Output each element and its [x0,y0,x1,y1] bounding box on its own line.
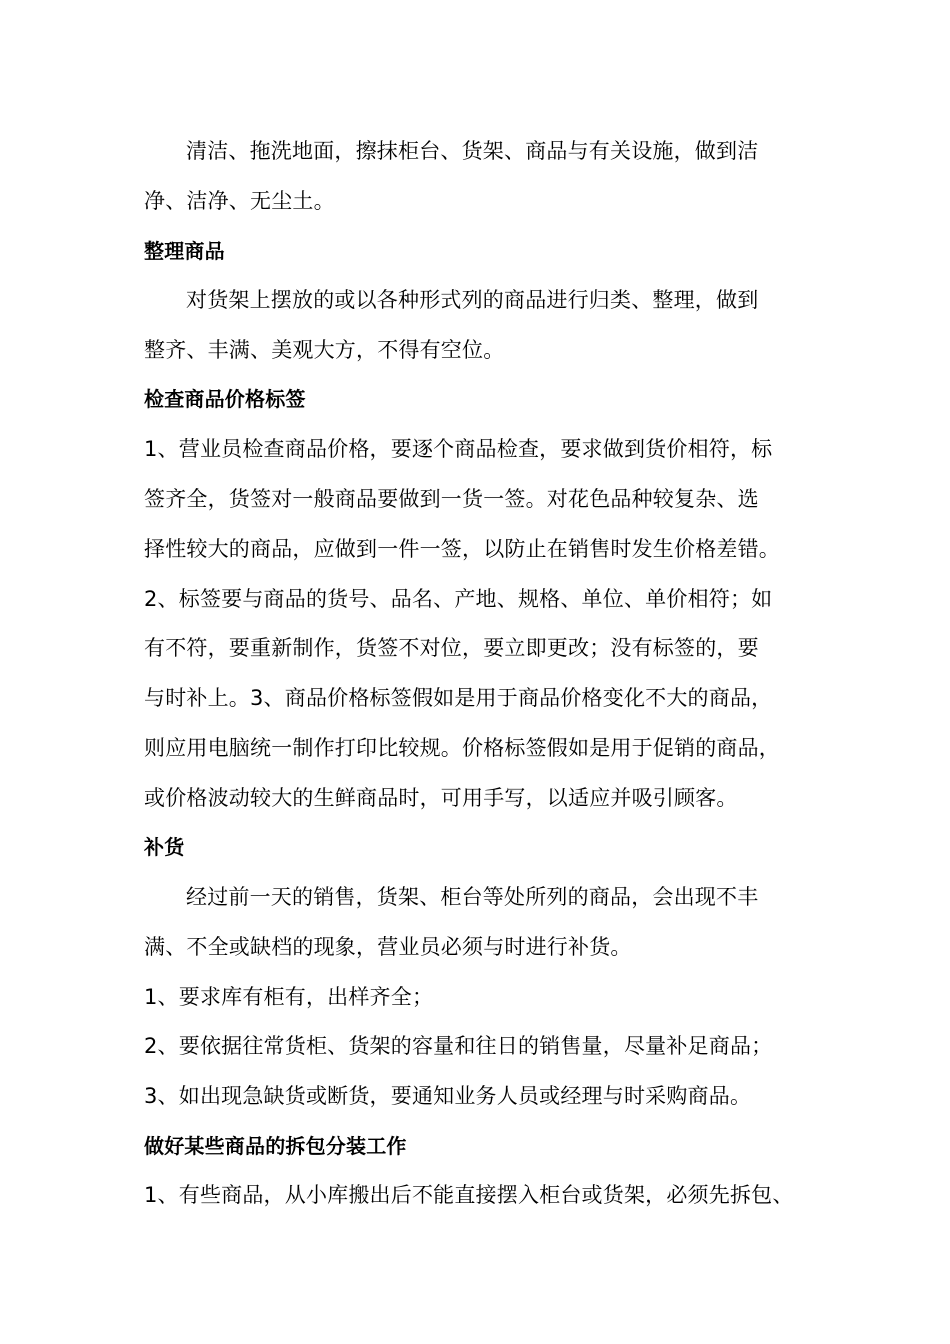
paragraph-line: 1、营业员检查商品价格，要逐个商品检查，要求做到货价相符，标 [144,437,773,461]
paragraph-line: 2、标签要与商品的货号、品名、产地、规格、单位、单价相符；如 [144,587,773,611]
paragraph-line: 有不符，要重新制作，货签不对位，要立即更改；没有标签的，要 [144,636,759,660]
section-heading: 补货 [144,835,185,859]
list-item: 2、要依据往常货柜、货架的容量和往日的销售量，尽量补足商品； [144,1034,773,1058]
paragraph-line: 净、洁净、无尘土。 [144,189,335,213]
paragraph-line: 则应用电脑统一制作打印比较规。价格标签假如是用于促销的商品， [144,736,780,760]
section-heading: 整理商品 [144,239,225,263]
list-item: 3、如出现急缺货或断货，要通知业务人员或经理与时采购商品。 [144,1084,752,1108]
paragraph-line: 与时补上。3、商品价格标签假如是用于商品价格变化不大的商品， [144,686,773,710]
list-item: 1、要求库有柜有，出样齐全； [144,985,434,1009]
section-heading: 做好某些商品的拆包分装工作 [144,1134,407,1158]
paragraph-line: 满、不全或缺档的现象，营业员必须与时进行补货。 [144,935,632,959]
paragraph-line: 经过前一天的销售，货架、柜台等处所列的商品，会出现不丰 [186,885,759,909]
paragraph-line: 整齐、丰满、美观大方，不得有空位。 [144,338,505,362]
paragraph-line: 对货架上摆放的或以各种形式列的商品进行归类、整理，做到 [186,288,759,312]
section-heading: 检查商品价格标签 [144,387,306,411]
paragraph-line: 签齐全，货签对一般商品要做到一货一签。对花色品种较复杂、选 [144,487,759,511]
paragraph-line: 清洁、拖洗地面，擦抹柜台、货架、商品与有关设施，做到洁 [186,139,759,163]
list-item: 1、有些商品，从小库搬出后不能直接摆入柜台或货架，必须先拆包、 [144,1183,794,1207]
paragraph-line: 择性较大的商品，应做到一件一签，以防止在销售时发生价格差错。 [144,537,780,561]
paragraph-line: 或价格波动较大的生鲜商品时，可用手写，以适应并吸引顾客。 [144,786,738,810]
